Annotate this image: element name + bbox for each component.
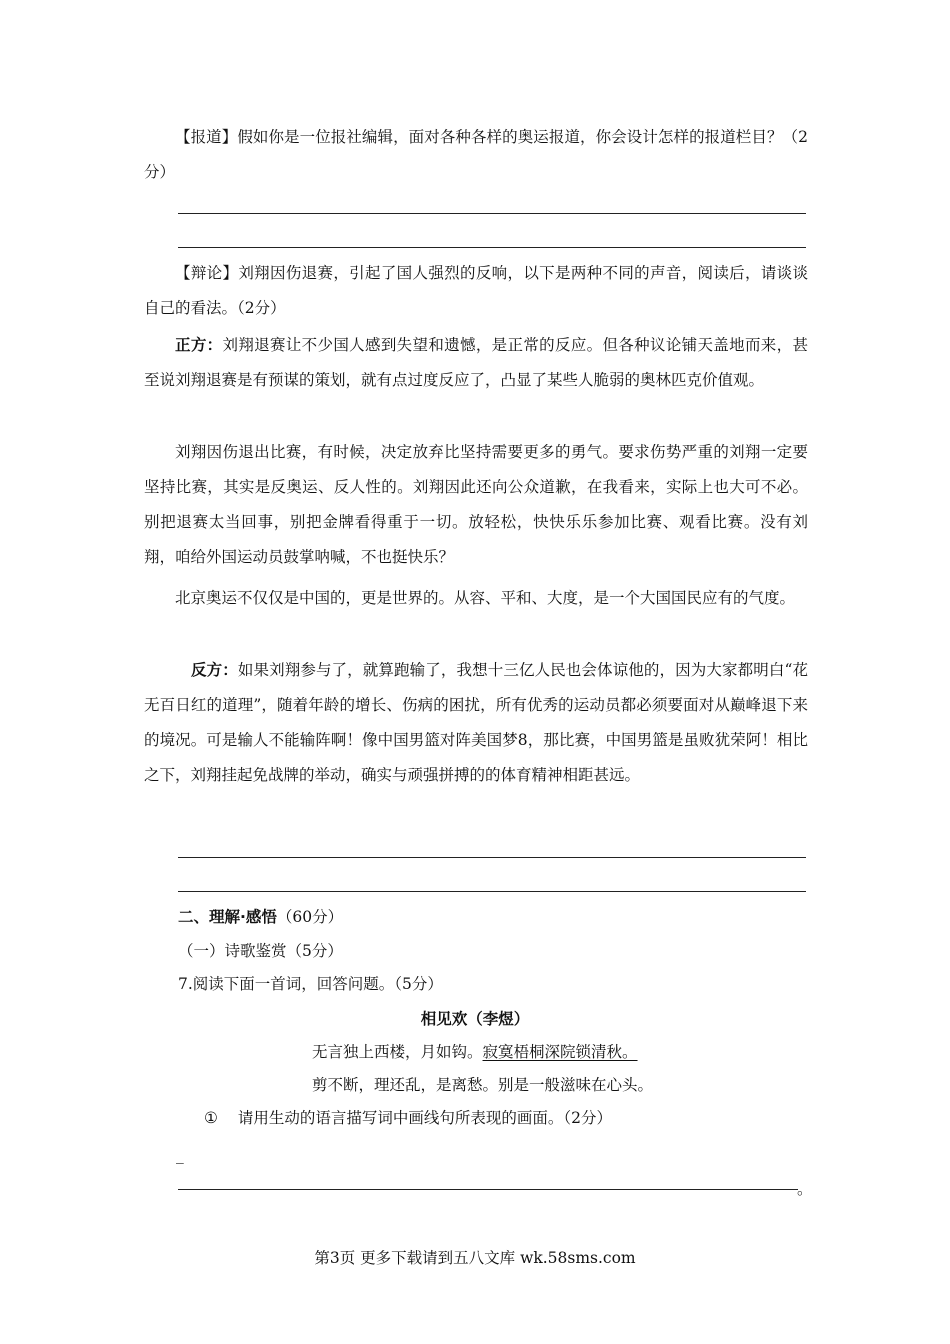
answer-line[interactable] xyxy=(178,213,806,214)
pro-paragraph-3: 北京奥运不仅仅是中国的，更是世界的。从容、平和、大度，是一个大国国民应有的气度。 xyxy=(175,589,796,607)
subsection-heading: （一）诗歌鉴赏（5分） xyxy=(178,942,343,960)
poem-line-1-plain: 无言独上西楼，月如钩。 xyxy=(312,1043,483,1061)
answer-line[interactable] xyxy=(178,891,806,892)
pro-text: 刘翔退赛让不少国人感到失望和遗憾，是正常的反应。但各种议论铺天盖地而来，甚至说刘翔退赛是有预谋的策划，就有点过度反应了，凸显了某些人脆弱的奥林匹克价值观。 xyxy=(144,336,808,389)
poem-line-1-underlined: 寂寞梧桐深院锁清秋。 xyxy=(482,1043,638,1061)
question-marker: ① xyxy=(204,1109,218,1127)
poem-line-1 xyxy=(312,1041,638,1063)
page-footer: 第3页 更多下载请到五八文库 wk.58sms.com xyxy=(314,1249,636,1267)
answer-line[interactable] xyxy=(178,247,806,248)
section-heading xyxy=(178,906,343,928)
blank-dash: _ xyxy=(176,1146,184,1164)
debate-text: 刘翔因伤退赛，引起了国人强烈的反响，以下是两种不同的声音，阅读后，请谈谈自己的看法。（2分） xyxy=(144,264,808,317)
section-score: （60分） xyxy=(276,908,344,926)
poem-title: 相见欢（李煜） xyxy=(420,1010,530,1028)
question-7: 7.阅读下面一首词，回答问题。（5分） xyxy=(178,975,443,993)
poem-line-2: 剪不断，理还乱，是离愁。别是一般滋味在心头。 xyxy=(312,1076,654,1094)
debate-question xyxy=(144,256,808,326)
pro-paragraph xyxy=(144,327,808,398)
con-text: 如果刘翔参与了，就算跑输了，我想十三亿人民也会体谅他的，因为大家都明白“花无百日红的道理”，随着年龄的增长、伤病的困扰，所有优秀的运动员都必须要面对从巅峰退下来的境况。可是输人不能输阵啊！像中国男篮对阵美国梦8，那比赛，中国男篮是虽败犹荣阿！相比之下，刘翔挂起免战牌的举动，确实与顽强拼搏的的体育精神相距甚远。 xyxy=(144,661,808,784)
answer-line[interactable] xyxy=(178,1189,798,1190)
report-tag: 【报道】 xyxy=(175,128,238,146)
answer-line[interactable] xyxy=(178,857,806,858)
section-title: 二、理解·感悟 xyxy=(178,908,277,926)
report-question xyxy=(144,120,808,190)
sub-question-text: 请用生动的语言描写词中画线句所表现的画面。（2分） xyxy=(237,1109,613,1127)
end-mark: 。 xyxy=(797,1180,813,1198)
pro-label: 正方： xyxy=(175,335,223,354)
con-label: 反方： xyxy=(191,660,238,679)
con-paragraph xyxy=(144,652,808,793)
sub-question-1 xyxy=(204,1107,612,1129)
debate-tag: 【辩论】 xyxy=(175,264,239,282)
pro-paragraph-2: 刘翔因伤退出比赛，有时候，决定放弃比坚持需要更多的勇气。要求伤势严重的刘翔一定要坚持比赛，其实是反奥运、反人性的。刘翔因此还向公众道歉，在我看来，实际上也大可不必。别把退赛太当回事，别把金牌看得重于一切。放轻松，快快乐乐参加比赛、观看比赛。没有刘翔，咱给外国运动员鼓掌呐喊，不也挺快乐？ xyxy=(144,443,808,566)
report-text: 假如你是一位报社编辑，面对各种各样的奥运报道，你会设计怎样的报道栏目？（2分） xyxy=(144,128,808,181)
